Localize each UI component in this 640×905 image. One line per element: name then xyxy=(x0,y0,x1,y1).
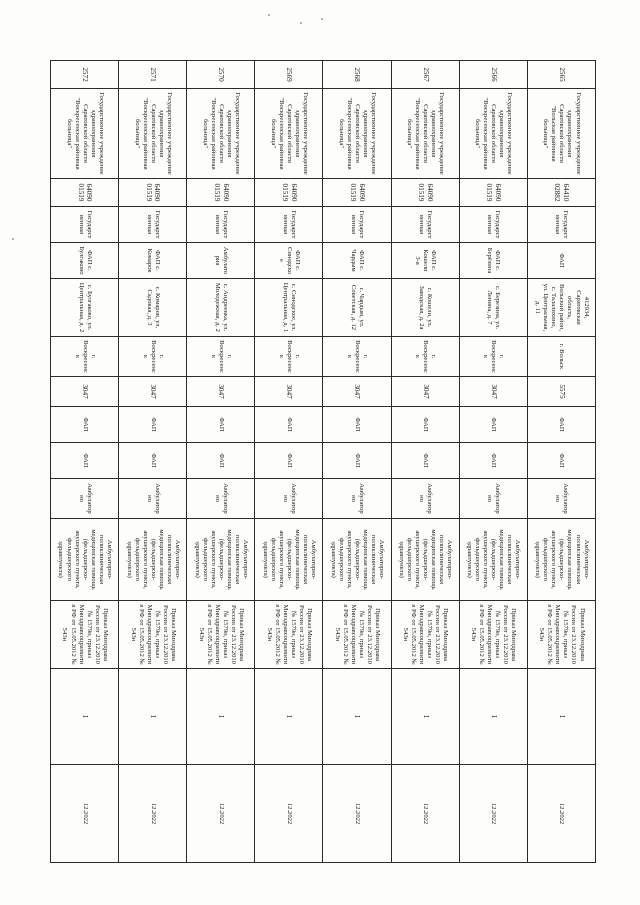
table-cell: ФАП xyxy=(51,407,119,443)
table-cell: 2568 xyxy=(323,61,391,89)
table-cell: 2565 xyxy=(527,61,595,89)
scan-speck xyxy=(321,18,323,20)
table-cell: 3047 xyxy=(255,377,323,407)
table-cell: Государственная xyxy=(255,207,323,243)
table-cell: 1 xyxy=(459,669,527,765)
table-cell: Государственное учреждение здравоохранения Саратовской области "Воскресенская районная больница" xyxy=(51,89,119,179)
table-cell: 6441002882 xyxy=(527,179,595,207)
table-cell: г. Воскресенск xyxy=(459,337,527,377)
table-cell: Амбулаторно xyxy=(187,479,255,519)
table-cell: 6409001519 xyxy=(459,179,527,207)
table-cell: ФАП xyxy=(527,243,595,279)
table-cell: ФАП с. Чардым xyxy=(323,243,391,279)
table-cell: Государственная xyxy=(323,207,391,243)
table-cell: г. Воскресенск xyxy=(255,337,323,377)
table-cell: 2566 xyxy=(459,61,527,89)
table-cell: 3047 xyxy=(459,377,527,407)
table-cell: с. Синодское, ул. Центральная, д. 1 xyxy=(255,279,323,337)
table-cell: Государственное учреждение здравоохранения Саратовской области "Воскресенская районная больница" xyxy=(323,89,391,179)
table-cell: с. Булгаково, ул. Центральная, д. 2 xyxy=(51,279,119,337)
table-body xyxy=(51,61,596,863)
table-cell: 1 xyxy=(391,669,459,765)
table-row xyxy=(459,61,527,863)
table-cell: Государственная xyxy=(187,207,255,243)
table-cell: Государственное учреждение здравоохранения Саратовской области "Воскресенская районная больница" xyxy=(255,89,323,179)
table-cell: 6409001519 xyxy=(119,179,187,207)
table-cell: 1 xyxy=(527,669,595,765)
table-cell: Амбулаторно-поликлиническая медицинская помощь (фельдшерско-акушерского пункта, фельдшерского здравпункта) xyxy=(391,519,459,601)
table-cell: ФАП с. Булгаково xyxy=(51,243,119,279)
table-cell: ФАП xyxy=(527,407,595,443)
scan-speck xyxy=(12,238,14,240)
table-cell: 3047 xyxy=(51,377,119,407)
table-cell: 12.2022 xyxy=(323,765,391,863)
table-cell: ФАП xyxy=(459,407,527,443)
table-cell: ФАП xyxy=(255,407,323,443)
table-cell: Приказ Минздрава России от 23.12.2010 № 1579н, приказ Минздравсоцразвития РФ от 15.05.2012 № 543н xyxy=(459,601,527,669)
table-cell: ФАП с. Кошели 3-я xyxy=(391,243,459,279)
table-row xyxy=(527,61,595,863)
table-cell: ФАП xyxy=(119,407,187,443)
table-cell: 5575 xyxy=(527,377,595,407)
table-cell: Приказ Минздрава России от 23.12.2010 № 1579н, приказ Минздравсоцразвития РФ от 15.05.2012 № 543н xyxy=(323,601,391,669)
table-cell: 412934, Саратовская область, Вольский район, с. Талалихино, ул. Центральная, д. 11 xyxy=(527,279,595,337)
table-cell: Государственное учреждение здравоохранения Саратовской области "Воскресенская районная больница" xyxy=(187,89,255,179)
table-cell: Амбулаторно-поликлиническая медицинская помощь (фельдшерско-акушерского пункта, фельдшерского здравпункта) xyxy=(459,519,527,601)
table-cell: 1 xyxy=(119,669,187,765)
table-cell: 3047 xyxy=(187,377,255,407)
table-cell: Приказ Минздрава России от 23.12.2010 № 1579н, приказ Минздравсоцразвития РФ от 15.05.2012 № 543н xyxy=(119,601,187,669)
table-cell: Амбулаторно-поликлиническая медицинская помощь (фельдшерско-акушерского пункта, фельдшерского здравпункта) xyxy=(119,519,187,601)
table-cell: 12.2022 xyxy=(527,765,595,863)
table-cell: 6409001519 xyxy=(255,179,323,207)
table-row xyxy=(255,61,323,863)
table-cell: г. Воскресенск xyxy=(187,337,255,377)
rotated-table-wrapper xyxy=(50,60,596,862)
table-cell: 12.2022 xyxy=(391,765,459,863)
table-cell: Амбулаторно xyxy=(119,479,187,519)
table-cell: 6409001519 xyxy=(323,179,391,207)
table-cell: 12.2022 xyxy=(51,765,119,863)
table-cell: ФАП xyxy=(527,443,595,479)
table-cell: 6409001519 xyxy=(187,179,255,207)
table-cell: ФАП xyxy=(391,443,459,479)
table-cell: с. Комаров, ул. Садовая, д. 3 xyxy=(119,279,187,337)
table-cell: 3047 xyxy=(391,377,459,407)
table-cell: ФАП xyxy=(119,443,187,479)
table-cell: 1 xyxy=(51,669,119,765)
table-cell: Государственная xyxy=(459,207,527,243)
table-cell: 12.2022 xyxy=(187,765,255,863)
table-cell: Амбулаторно-поликлиническая медицинская помощь (фельдшерско-акушерского пункта, фельдшерского здравпункта) xyxy=(187,519,255,601)
table-row xyxy=(51,61,119,863)
table-cell: Государственное учреждение здравоохранения Саратовской области "Воскресенская районная больница" xyxy=(391,89,459,179)
table-cell: 12.2022 xyxy=(119,765,187,863)
table-cell: Государственная xyxy=(527,207,595,243)
table-cell: г. Воскресенск xyxy=(51,337,119,377)
facility-table xyxy=(50,60,596,863)
table-cell: Приказ Минздрава России от 23.12.2010 № 1579н, приказ Минздравсоцразвития РФ от 15.05.2012 № 543н xyxy=(187,601,255,669)
table-cell: ФАП с. Синодское xyxy=(255,243,323,279)
table-cell: 6409001519 xyxy=(391,179,459,207)
table-cell: г. Воскресенск xyxy=(323,337,391,377)
table-cell: Государственное учреждение здравоохранения Саратовской области "Воскресенская районная больница" xyxy=(119,89,187,179)
table-row xyxy=(119,61,187,863)
table-cell: Амбулаторно-поликлиническая медицинская помощь (фельдшерско-акушерского пункта, фельдшерского здравпункта) xyxy=(323,519,391,601)
table-cell: 12.2022 xyxy=(459,765,527,863)
table-cell: Амбулаторно-поликлиническая медицинская помощь (фельдшерско-акушерского пункта, фельдшерского здравпункта) xyxy=(527,519,595,601)
table-cell: Амбулаторно xyxy=(323,479,391,519)
table-cell: Амбулаторно xyxy=(391,479,459,519)
table-cell: 3047 xyxy=(323,377,391,407)
table-cell: ФАП xyxy=(323,407,391,443)
table-cell: г. Воскресенск xyxy=(119,337,187,377)
table-cell: Приказ Минздрава России от 23.12.2010 № 1579н, приказ Минздравсоцразвития РФ от 15.05.2012 № 543н xyxy=(527,601,595,669)
table-cell: ФАП с. Комаров xyxy=(119,243,187,279)
table-cell: 1 xyxy=(187,669,255,765)
table-cell: 2572 xyxy=(51,61,119,89)
table-cell: с. Андреевка, ул. Молодежная, д. 2 xyxy=(187,279,255,337)
table-cell: 2570 xyxy=(187,61,255,89)
table-cell: ФАП xyxy=(459,443,527,479)
table-cell: ФАП xyxy=(323,443,391,479)
table-cell: 1 xyxy=(323,669,391,765)
table-cell: г. Вольск xyxy=(527,337,595,377)
table-cell: Государственная xyxy=(391,207,459,243)
table-cell: Амбулаторно xyxy=(527,479,595,519)
scan-speck xyxy=(300,22,302,24)
table-cell: с. Березина, ул. Ленина, д. 7 xyxy=(459,279,527,337)
table-cell: 6409001519 xyxy=(51,179,119,207)
table-cell: Приказ Минздрава России от 23.12.2010 № 1579н, приказ Минздравсоцразвития РФ от 15.05.2012 № 543н xyxy=(51,601,119,669)
table-cell: Государственное учреждение здравоохранения Саратовской области "Вольская районная больница" xyxy=(527,89,595,179)
table-cell: ФАП xyxy=(51,443,119,479)
table-cell: ФАП с. Берёзина xyxy=(459,243,527,279)
table-row xyxy=(323,61,391,863)
table-cell: 12.2022 xyxy=(255,765,323,863)
scan-speck xyxy=(268,14,270,16)
table-cell: 2567 xyxy=(391,61,459,89)
table-cell: Амбулаторно xyxy=(51,479,119,519)
table-cell: Амбулаторно-поликлиническая медицинская помощь (фельдшерско-акушерского пункта, фельдшерского здравпункта) xyxy=(51,519,119,601)
table-row xyxy=(391,61,459,863)
table-cell: Амбулаторно xyxy=(255,479,323,519)
table-cell: 2571 xyxy=(119,61,187,89)
table-cell: с. Чардым, ул. Советская, д. 12 xyxy=(323,279,391,337)
table-cell: Государственное учреждение здравоохранения Саратовской области "Воскресенская районная больница" xyxy=(459,89,527,179)
table-cell: г. Воскресенск xyxy=(391,337,459,377)
table-cell: Государственная xyxy=(119,207,187,243)
table-cell: ФАП xyxy=(187,443,255,479)
table-row xyxy=(187,61,255,863)
table-cell: с. Кошели, ул. Заводская, д. 2а xyxy=(391,279,459,337)
table-cell: Амбулаторно-поликлиническая медицинская помощь (фельдшерско-акушерского пункта, фельдшерского здравпункта) xyxy=(255,519,323,601)
table-cell: 3047 xyxy=(119,377,187,407)
table-cell: 1 xyxy=(255,669,323,765)
table-cell: Приказ Минздрава России от 23.12.2010 № 1579н, приказ Минздравсоцразвития РФ от 15.05.2012 № 543н xyxy=(255,601,323,669)
table-cell: Приказ Минздрава России от 23.12.2010 № 1579н, приказ Минздравсоцразвития РФ от 15.05.2012 № 543н xyxy=(391,601,459,669)
table-cell: ФАП xyxy=(391,407,459,443)
table-cell: Государственная xyxy=(51,207,119,243)
table-cell: Амбулатория xyxy=(187,243,255,279)
table-cell: Амбулаторно xyxy=(459,479,527,519)
table-cell: 2569 xyxy=(255,61,323,89)
table-cell: ФАП xyxy=(255,443,323,479)
table-cell: ФАП xyxy=(187,407,255,443)
